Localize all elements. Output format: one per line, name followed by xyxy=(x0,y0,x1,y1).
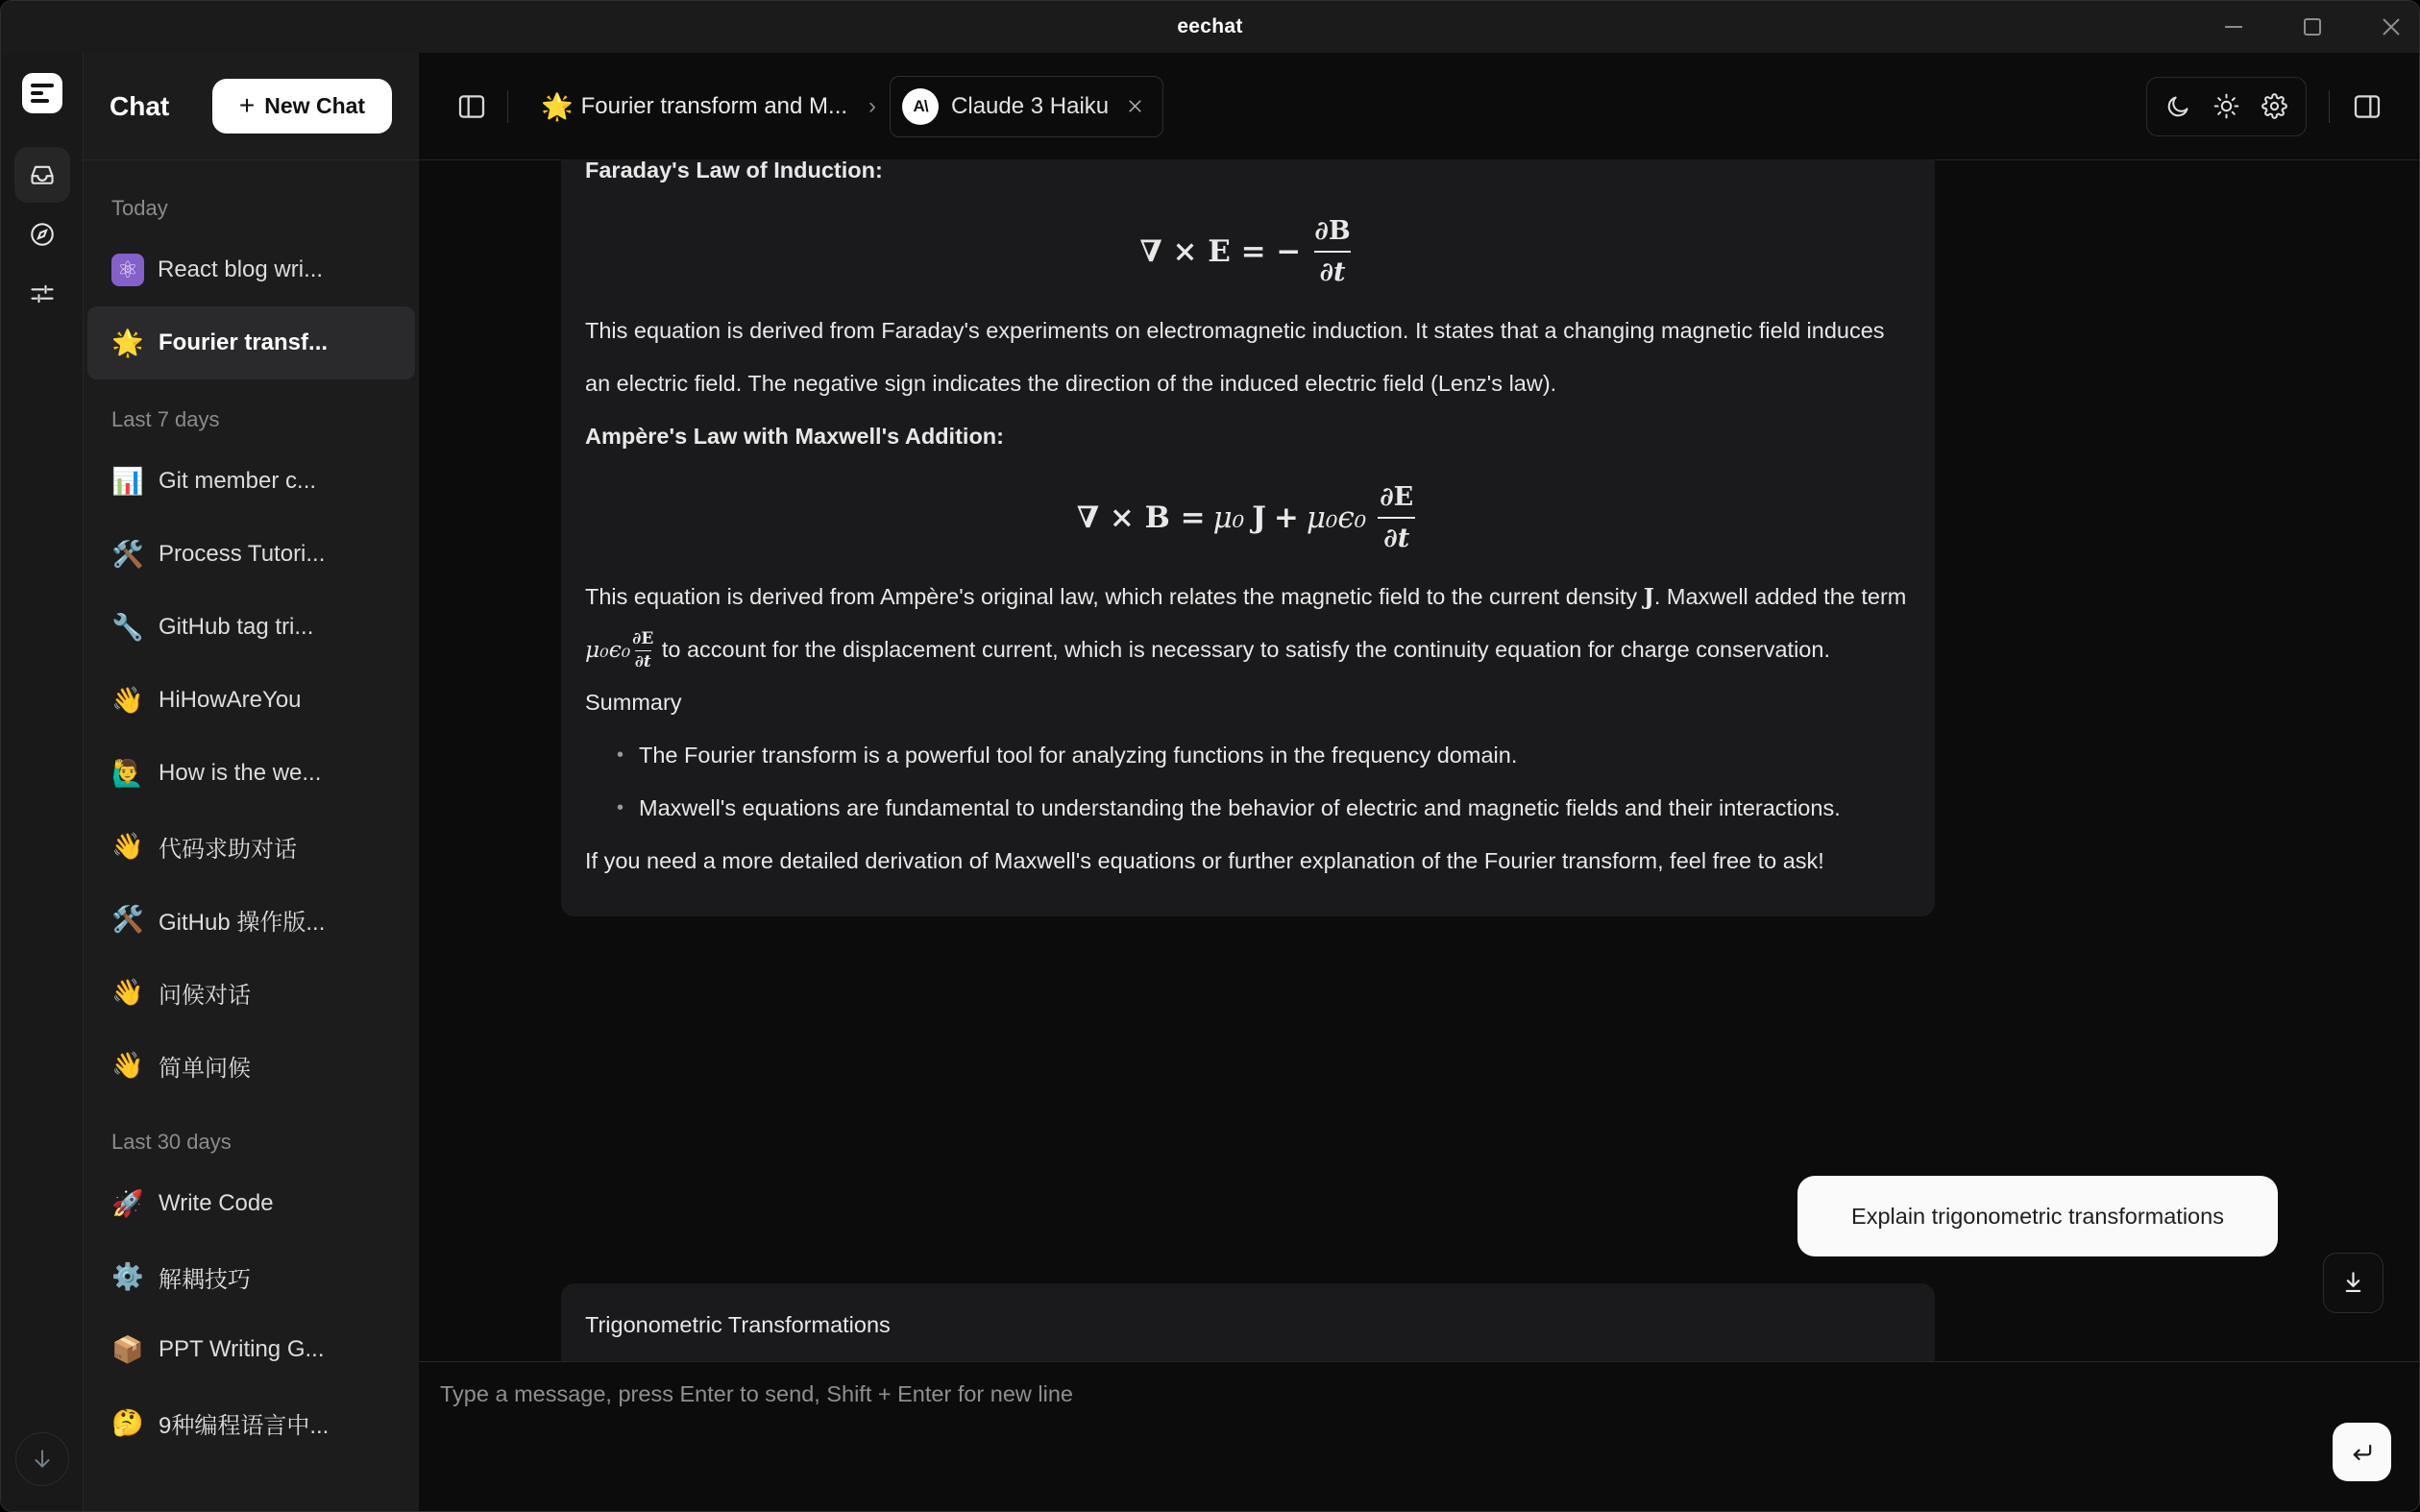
model-name: Claude 3 Haiku xyxy=(951,92,1110,119)
dark-mode-button[interactable] xyxy=(2163,90,2195,123)
chat-item[interactable] xyxy=(87,591,415,664)
bullet-dot: • xyxy=(617,797,624,818)
section-label-30days: Last 30 days xyxy=(111,1130,232,1154)
message-list[interactable] xyxy=(419,159,2419,1361)
chat-item-label: React blog wri... xyxy=(158,256,324,282)
chat-item[interactable] xyxy=(87,445,415,518)
chat-item-label: Fourier transf... xyxy=(159,329,329,355)
light-mode-button[interactable] xyxy=(2211,90,2243,123)
chat-item[interactable] xyxy=(87,737,415,810)
chat-emoji: 🌟 xyxy=(111,329,144,357)
chat-item-label: GitHub tag tri... xyxy=(159,614,314,640)
inbox-nav-button[interactable] xyxy=(14,147,70,203)
chat-list xyxy=(84,160,419,1511)
chat-emoji: ⚛ xyxy=(111,254,144,286)
app-logo-icon xyxy=(22,73,62,113)
chat-item-label: 解耦技巧 xyxy=(159,1266,251,1293)
chat-item-label: How is the we... xyxy=(159,760,322,786)
chat-item[interactable] xyxy=(87,1313,415,1386)
message-paragraph: If you need a more detailed derivation of Maxwell's equations or further explanation of the Fourier transform, feel free to ask! xyxy=(585,848,1824,873)
chat-item[interactable] xyxy=(87,518,415,591)
chat-title: Fourier transform and M... xyxy=(580,92,848,119)
equation-faraday: ∇ × E = − $\frac{\partial B}{\partial t}$ xyxy=(1139,216,1351,287)
chat-item[interactable] xyxy=(87,664,415,737)
anthropic-avatar: A\ xyxy=(902,88,939,125)
nav-rail xyxy=(1,53,84,1511)
assistant-message xyxy=(561,159,1935,916)
chat-item-label: GitHub 操作版... xyxy=(159,909,326,936)
message-heading: Ampère's Law with Maxwell's Addition: xyxy=(585,424,1004,449)
header-divider xyxy=(2329,90,2330,123)
chat-item[interactable] xyxy=(87,1240,415,1313)
model-selector[interactable] xyxy=(890,76,1163,137)
section-label-7days: Last 7 days xyxy=(111,407,220,431)
chat-item-label: 9种编程语言中... xyxy=(159,1412,330,1439)
window-controls xyxy=(2223,1,2402,53)
message-heading: Trigonometric Transformations xyxy=(585,1312,891,1337)
enter-icon xyxy=(2349,1439,2376,1466)
minimize-button[interactable] xyxy=(2223,16,2244,37)
chat-emoji: 🙋‍♂️ xyxy=(111,759,144,788)
chat-item[interactable] xyxy=(87,1386,415,1459)
discover-nav-button[interactable] xyxy=(14,207,70,262)
chat-sidebar xyxy=(84,53,419,1511)
chat-item[interactable] xyxy=(87,810,415,883)
sun-icon xyxy=(2213,93,2239,119)
chat-item-label: 简单问候 xyxy=(159,1055,251,1082)
theme-switcher xyxy=(2146,77,2307,136)
chevron-right-icon: › xyxy=(868,92,877,119)
section-label-today: Today xyxy=(111,196,168,220)
plus-icon: + xyxy=(238,89,256,120)
message-heading: Faraday's Law of Induction: xyxy=(585,159,883,183)
chat-item-selected[interactable] xyxy=(87,306,415,379)
chat-item[interactable] xyxy=(87,1167,415,1240)
system-theme-button[interactable] xyxy=(2258,90,2290,123)
sidebar-title: Chat xyxy=(110,90,170,121)
message-paragraph: This equation is derived from Ampère's original law, which relates the magnetic field to the current density J. Maxwell added the term μ₀ϵ₀ $\frac{\partial E}{\partial t}$ to account for the displacement current, which is necessary to satisfy the continuity equation for charge conservation. xyxy=(585,583,1907,672)
message-input[interactable]: Type a message, press Enter to send, Shift + Enter for new line xyxy=(440,1381,1073,1406)
chat-emoji: 👋 xyxy=(111,832,144,861)
maximize-button[interactable] xyxy=(2302,16,2323,37)
chat-title-emoji: 🌟 xyxy=(541,91,574,121)
main-header xyxy=(419,53,2419,160)
chat-emoji: 👋 xyxy=(111,978,144,1007)
remove-model-button[interactable] xyxy=(1125,96,1145,116)
titlebar xyxy=(1,1,2419,53)
scroll-down-rail-button[interactable] xyxy=(15,1432,69,1486)
chat-item-label: 代码求助对话 xyxy=(159,836,297,863)
toggle-sidebar-button[interactable] xyxy=(456,91,487,122)
chat-emoji: 📦 xyxy=(111,1335,144,1364)
message-paragraph: This equation is derived from Faraday's experiments on electromagnetic induction. It states that a changing magnetic field induces an electric field. The negative sign indicates the direction of the induced electric field (Lenz's law). xyxy=(585,318,1885,396)
bullet-item: • Maxwell's equations are fundamental to understanding the behavior of electric and magnetic fields and their interactions. xyxy=(585,782,1911,835)
settings-nav-button[interactable] xyxy=(14,266,70,322)
bullet-item: • The Fourier transform is a powerful tool for analyzing functions in the frequency domain. xyxy=(585,729,1911,782)
new-chat-label: New Chat xyxy=(264,93,366,118)
chat-item-label: Process Tutori... xyxy=(159,541,326,567)
arrow-down-to-line-icon xyxy=(2340,1270,2366,1296)
equation-ampere: ∇ × B = μ₀ J + μ₀ϵ₀ $\frac{\partial E}{\partial t}$ xyxy=(1076,482,1414,553)
chat-item[interactable] xyxy=(87,956,415,1029)
compass-icon xyxy=(29,221,56,248)
chat-item[interactable] xyxy=(87,883,415,956)
scroll-to-bottom-button[interactable] xyxy=(2323,1253,2383,1313)
chat-item-label: Write Code xyxy=(159,1190,274,1216)
chat-emoji: 🛠️ xyxy=(111,905,144,934)
chat-item-label: HiHowAreYou xyxy=(159,687,302,713)
chat-emoji: 🤔 xyxy=(111,1408,144,1437)
gear-icon xyxy=(2261,93,2287,119)
chat-emoji: 👋 xyxy=(111,686,144,715)
chat-item[interactable] xyxy=(87,1029,415,1102)
chat-emoji: 📊 xyxy=(111,467,144,496)
summary-label: Summary xyxy=(585,690,682,715)
panel-left-icon xyxy=(456,91,487,122)
new-chat-button[interactable] xyxy=(212,79,392,134)
bullet-dot: • xyxy=(617,744,624,766)
chat-emoji: 🚀 xyxy=(111,1189,144,1218)
inbox-icon xyxy=(29,161,56,188)
arrow-down-icon xyxy=(30,1447,55,1472)
window-title: eechat xyxy=(1177,15,1243,37)
send-button[interactable] xyxy=(2333,1423,2391,1481)
assistant-message-partial xyxy=(561,1283,1935,1361)
toggle-right-panel-button[interactable] xyxy=(2352,91,2383,122)
chat-item-label: PPT Writing G... xyxy=(159,1336,325,1362)
sliders-icon xyxy=(29,280,56,307)
chat-item[interactable] xyxy=(87,233,415,306)
panel-right-icon xyxy=(2352,91,2383,122)
chat-item-label: 问候对话 xyxy=(159,982,251,1009)
chat-emoji: 👋 xyxy=(111,1051,144,1080)
chat-emoji: 🔧 xyxy=(111,613,144,642)
header-divider xyxy=(507,90,508,123)
chat-item-label: Git member c... xyxy=(159,468,317,494)
chat-emoji: ⚙️ xyxy=(111,1262,144,1291)
composer[interactable] xyxy=(419,1361,2419,1511)
chat-emoji: 🛠️ xyxy=(111,540,144,569)
user-message: Explain trigonometric transformations xyxy=(1797,1176,2278,1256)
close-icon xyxy=(1125,96,1145,116)
close-button[interactable] xyxy=(2381,16,2402,37)
moon-icon xyxy=(2165,93,2191,119)
main-panel xyxy=(419,53,2419,1511)
sidebar-header xyxy=(84,53,419,160)
